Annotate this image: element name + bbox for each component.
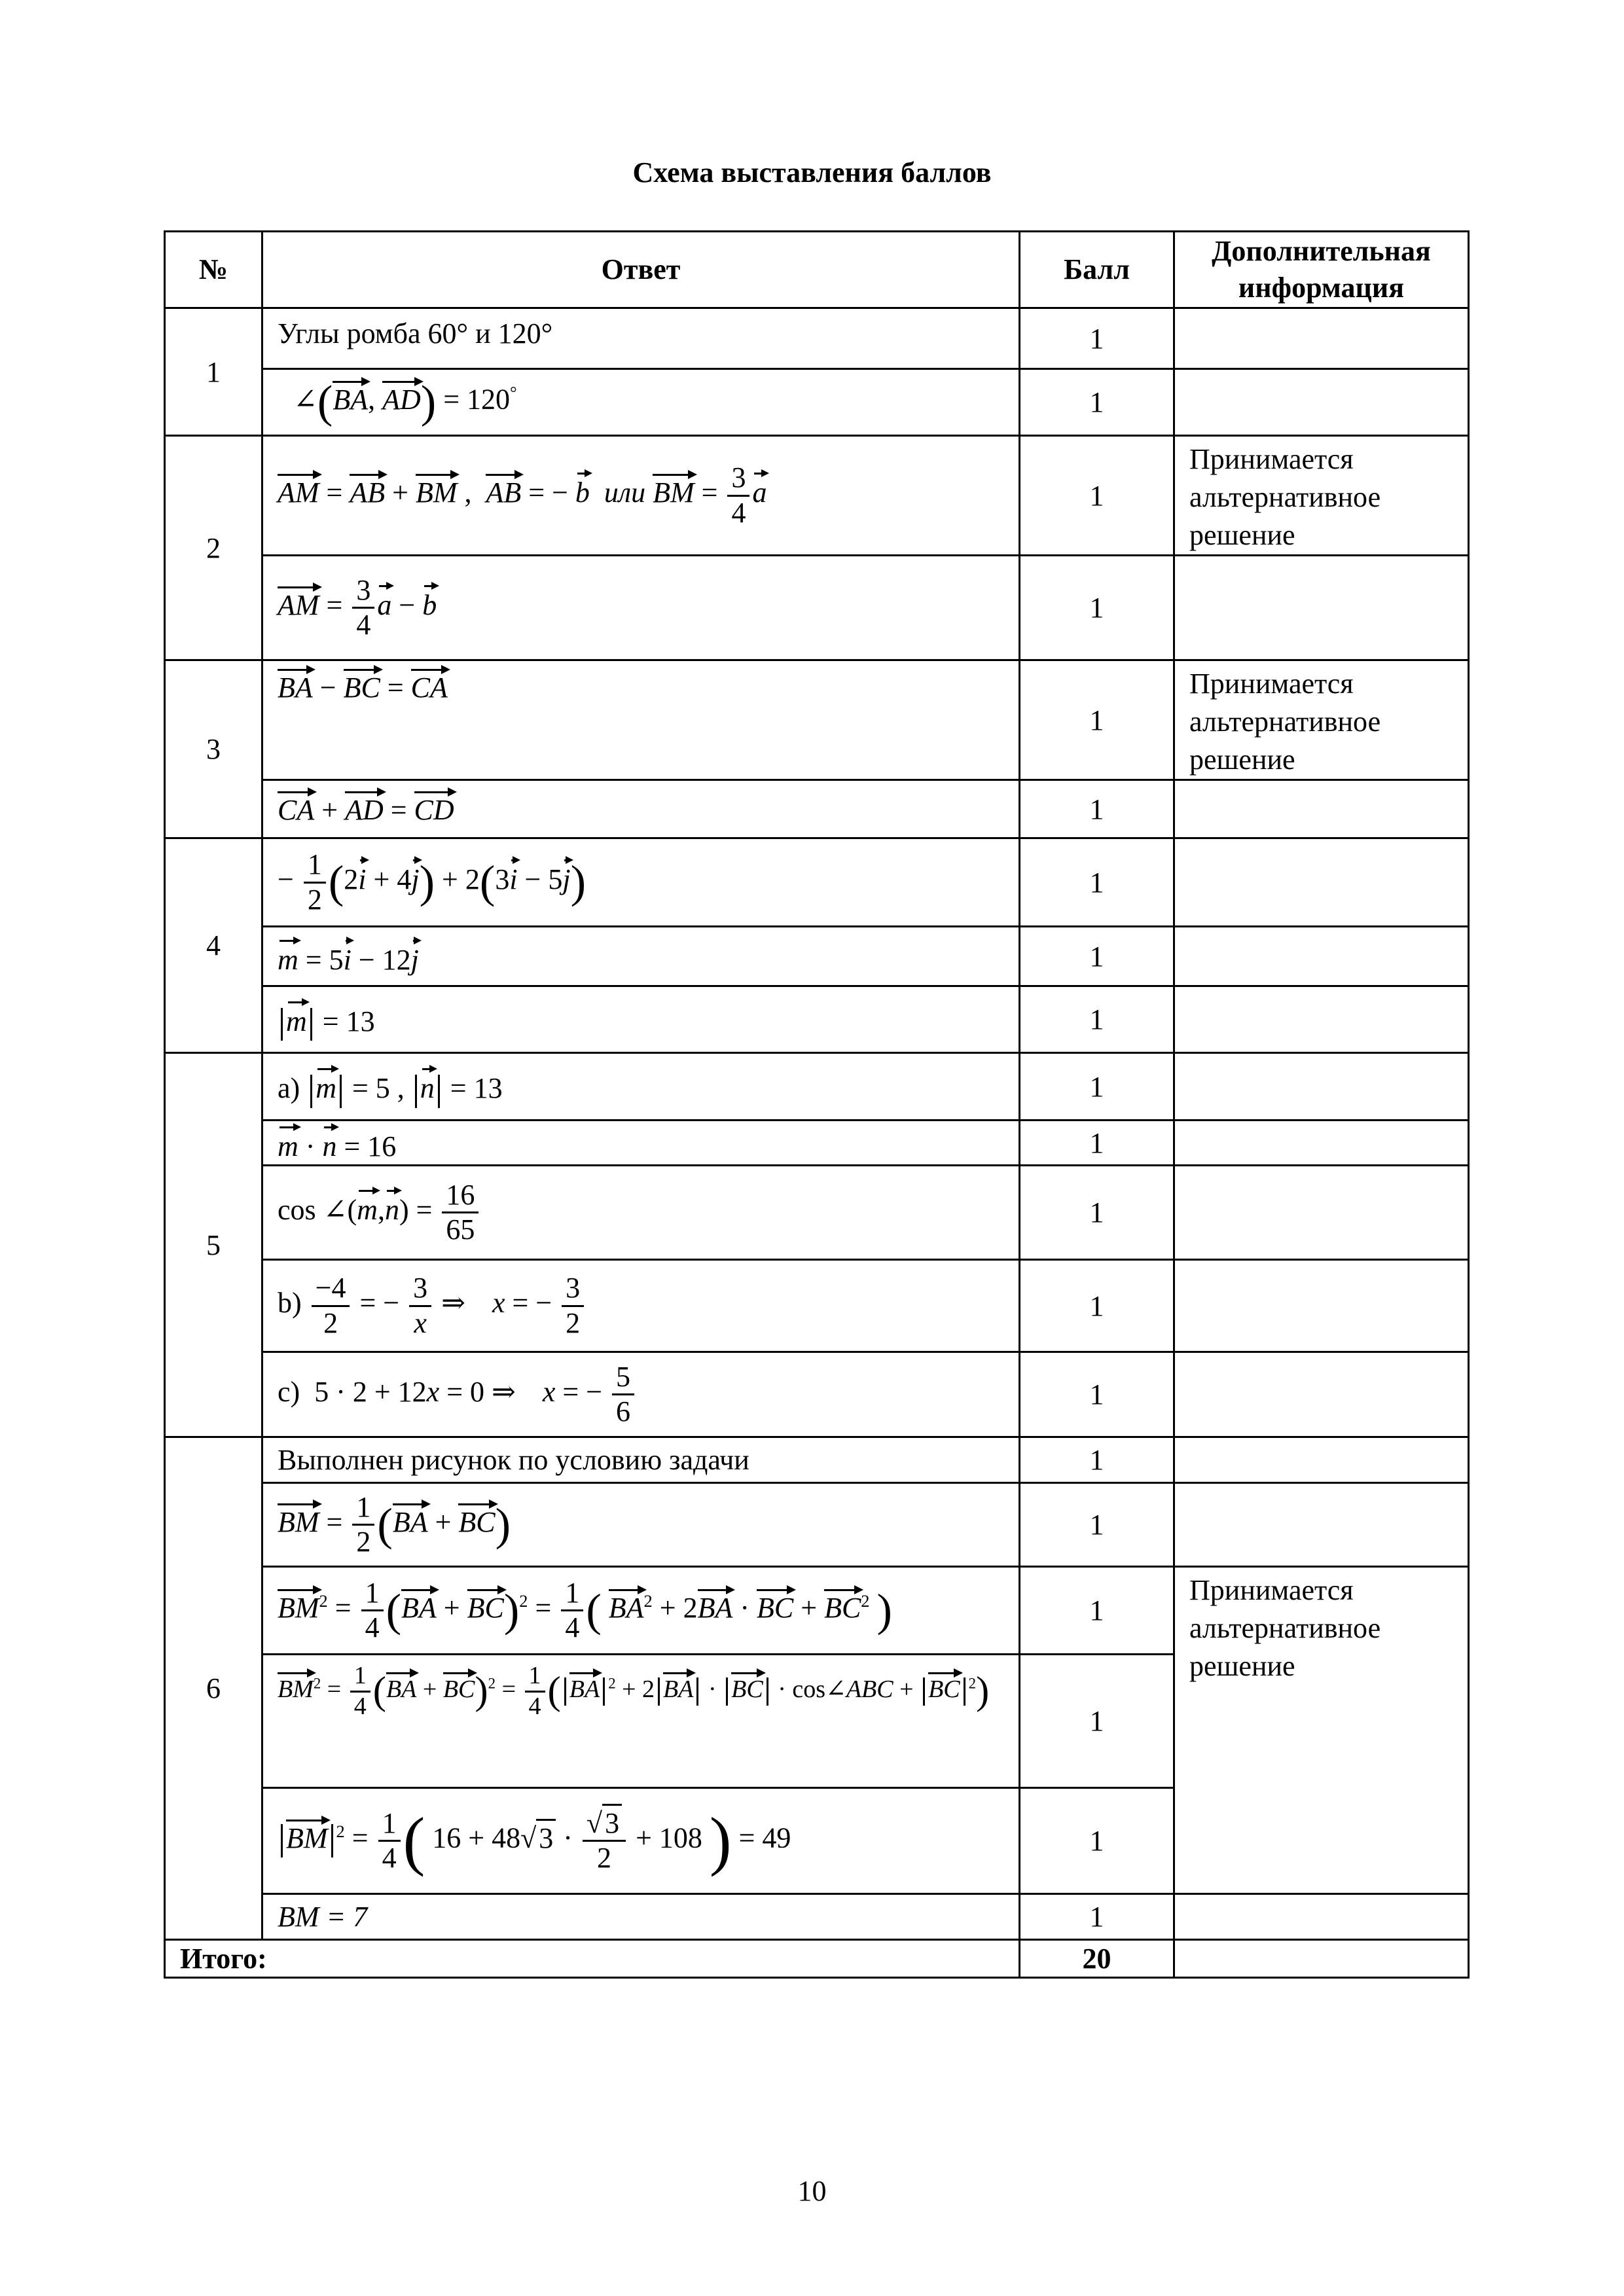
points-cell: 1 xyxy=(1020,927,1174,986)
info-cell xyxy=(1174,1166,1469,1260)
info-cell xyxy=(1174,1352,1469,1437)
cos-numerator: 16 xyxy=(442,1180,478,1213)
points-cell: 1 xyxy=(1020,660,1174,780)
table-row xyxy=(165,838,1469,927)
info-cell xyxy=(1174,986,1469,1053)
points-cell: 1 xyxy=(1020,1567,1174,1655)
points-cell: 1 xyxy=(1020,1053,1174,1121)
table-row xyxy=(165,986,1469,1053)
points-cell: 1 xyxy=(1020,986,1174,1053)
n-length: 13 xyxy=(473,1072,503,1105)
m-length: 5 xyxy=(375,1072,390,1105)
answer-cell: m = 5i − 12j xyxy=(262,927,1020,986)
scoring-table xyxy=(164,230,1470,1979)
page-title: Схема выставления баллов xyxy=(632,156,992,188)
info-cell xyxy=(1174,308,1469,369)
table-row xyxy=(165,1166,1469,1260)
answer-cell: $BM^2$ = $\frac{1}{4}$ (BA + BC)$^2$ = $\frac{1}{4}$ ( $BA^2 + 2BA$ · BC + $BC^2$ ) xyxy=(262,1567,1020,1655)
part-label: b) xyxy=(278,1287,302,1319)
answer-cell: m = 13 xyxy=(262,986,1020,1053)
points-cell: 1 xyxy=(1020,1260,1174,1352)
task-number: 1 xyxy=(165,308,262,436)
task-number: 3 xyxy=(165,660,262,838)
points-cell: 1 xyxy=(1020,1166,1174,1260)
points-cell: 1 xyxy=(1020,556,1174,660)
part-label: a) xyxy=(278,1072,300,1105)
task-number: 4 xyxy=(165,838,262,1053)
table-row xyxy=(165,780,1469,838)
or-word: или xyxy=(604,476,646,509)
info-cell xyxy=(1174,1121,1469,1166)
points-cell: 1 xyxy=(1020,1121,1174,1166)
page-number: 10 xyxy=(797,2175,827,2207)
angle-value: 120 xyxy=(467,383,511,416)
info-cell xyxy=(1174,927,1469,986)
answer-cell: BM = 7 xyxy=(262,1894,1020,1940)
answer-cell: Углы ромба 60° и 120° xyxy=(262,308,1020,369)
answer-cell: m · n = 16 xyxy=(262,1121,1020,1166)
bm-squared-result: 49 xyxy=(762,1821,791,1854)
total-label: Итого: xyxy=(165,1940,1020,1978)
dot-product: 16 xyxy=(367,1130,397,1162)
info-cell xyxy=(1174,780,1469,838)
task-number: 2 xyxy=(165,436,262,660)
points-cell: 1 xyxy=(1020,1655,1174,1788)
header-row xyxy=(165,232,1469,308)
info-cell xyxy=(1174,556,1469,660)
answer-cell: BA − BC = CA xyxy=(262,660,1020,780)
answer-cell: $BM^2$ = $\frac{1}{4}$ (BA + BC)$^2$ = $\frac{1}{4}$ ( BA $^2$ + 2 BA · BC · cos∠ABC + BC $^2$) xyxy=(262,1655,1020,1788)
info-cell xyxy=(1174,838,1469,927)
total-points: 20 xyxy=(1020,1940,1174,1978)
table-row xyxy=(165,308,1469,369)
table-row xyxy=(165,1121,1469,1166)
table-row xyxy=(165,1894,1469,1940)
header-points: Балл xyxy=(1020,232,1174,308)
answer-cell: b) $\frac{-4}{2}$ = − $\frac{3}{x}$ ⇒ x = − $\frac{3}{2}$ xyxy=(262,1260,1020,1352)
info-cell xyxy=(1174,1483,1469,1567)
table-row xyxy=(165,1567,1469,1655)
answer-cell: cos ∠(m,n) = $\frac{16}{65}$ xyxy=(262,1166,1020,1260)
table-row xyxy=(165,1260,1469,1352)
cos-denominator: 65 xyxy=(446,1213,475,1246)
table-row xyxy=(165,1437,1469,1483)
header-num: № xyxy=(165,232,262,308)
points-cell: 1 xyxy=(1020,838,1174,927)
header-answer: Ответ xyxy=(262,232,1020,308)
points-cell: 1 xyxy=(1020,1788,1174,1894)
answer-cell: ∠(BA, AD) = 120° xyxy=(262,369,1020,436)
answer-cell: Выполнен рисунок по условию задачи xyxy=(262,1437,1020,1483)
info-cell xyxy=(1174,369,1469,436)
table-row xyxy=(165,436,1469,556)
answer-cell: − $\frac{1}{2}$ (2i + 4j) + 2(3i − 5j) xyxy=(262,838,1020,927)
points-cell: 1 xyxy=(1020,1483,1174,1567)
answer-cell: BM = $\frac{1}{2}$ (BA + BC) xyxy=(262,1483,1020,1567)
task-number: 6 xyxy=(165,1437,262,1940)
info-cell xyxy=(1174,1053,1469,1121)
table-row xyxy=(165,556,1469,660)
info-cell xyxy=(1174,1940,1469,1978)
info-cell xyxy=(1174,1260,1469,1352)
answer-cell: BM $^2$ = $\frac{1}{4}$ ( 16 + 48√3 · $\frac{√3}{2}$ + 108 ) = 49 xyxy=(262,1788,1020,1894)
points-cell: 1 xyxy=(1020,1894,1174,1940)
answer-cell: AM = $\frac{3}{4}$ a − b xyxy=(262,556,1020,660)
info-cell xyxy=(1174,1894,1469,1940)
m-magnitude: 13 xyxy=(346,1005,375,1037)
header-info: Дополнительная информация xyxy=(1174,232,1469,308)
table-row xyxy=(165,369,1469,436)
table-row xyxy=(165,1352,1469,1437)
answer-cell: c) 5 · 2 + 12x = 0 ⇒ x = − $\frac{5}{6}$ xyxy=(262,1352,1020,1437)
points-cell: 1 xyxy=(1020,1437,1174,1483)
answer-cell: a) m = 5 , n = 13 xyxy=(262,1053,1020,1121)
table-row xyxy=(165,660,1469,780)
points-cell: 1 xyxy=(1020,780,1174,838)
info-cell: Принимается альтернативное решение xyxy=(1174,436,1469,556)
task-number: 5 xyxy=(165,1053,262,1437)
answer-cell: CA + AD = CD xyxy=(262,780,1020,838)
points-cell: 1 xyxy=(1020,436,1174,556)
part-label: c) xyxy=(278,1375,300,1408)
table-row xyxy=(165,1483,1469,1567)
total-row xyxy=(165,1940,1469,1978)
table-row xyxy=(165,927,1469,986)
info-cell: Принимается альтернативное решение xyxy=(1174,1567,1469,1894)
points-cell: 1 xyxy=(1020,1352,1174,1437)
info-cell: Принимается альтернативное решение xyxy=(1174,660,1469,780)
table-row xyxy=(165,1053,1469,1121)
points-cell: 1 xyxy=(1020,308,1174,369)
info-cell xyxy=(1174,1437,1469,1483)
answer-cell: AM = AB + BM , AB = − b или BM = $\frac{3}{4}$ a xyxy=(262,436,1020,556)
points-cell: 1 xyxy=(1020,369,1174,436)
